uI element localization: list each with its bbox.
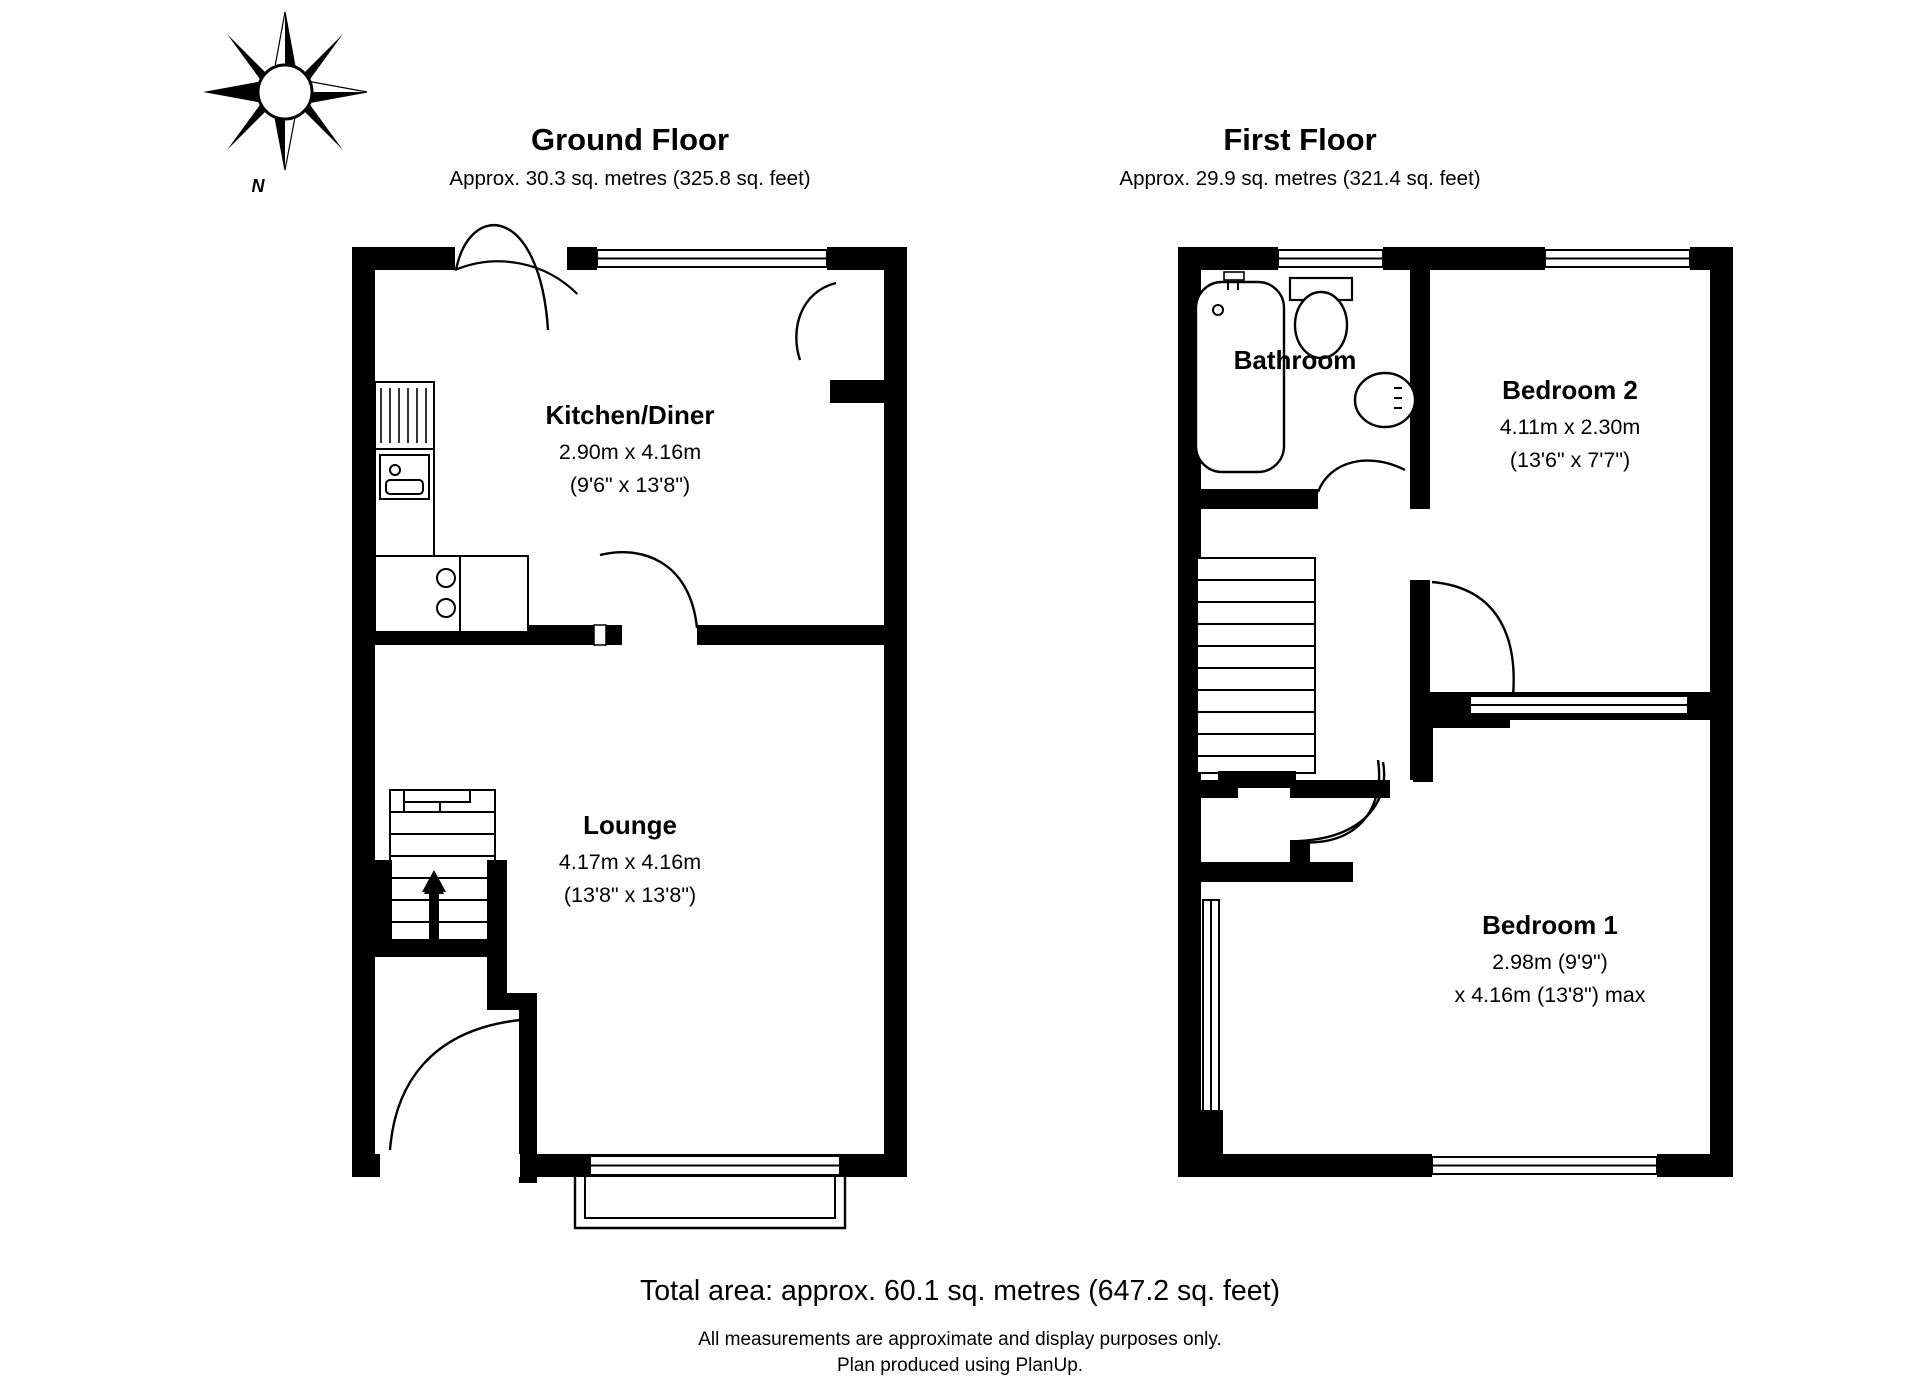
window-bedroom2-front bbox=[1545, 247, 1690, 270]
room-dims-bedroom-2-metric: 4.11m x 2.30m bbox=[1499, 415, 1641, 439]
room-dims-kitchen-diner-imperial: (9'6" x 13'8") bbox=[569, 473, 691, 497]
door-front-entry bbox=[455, 225, 578, 330]
door-bedroom2 bbox=[1432, 582, 1514, 706]
door-lounge-hall bbox=[390, 1020, 520, 1150]
room-dims-bedroom-1-metric: 2.98m (9'9") bbox=[1492, 950, 1608, 974]
window-bedroom1-rear bbox=[1432, 1154, 1657, 1177]
disclaimer-line-2: Plan produced using PlanUp. bbox=[836, 1355, 1084, 1376]
total-area-label: Total area: approx. 60.1 sq. metres (647.2 sq. feet) bbox=[639, 1275, 1280, 1307]
first-floor-area: Approx. 29.9 sq. metres (321.4 sq. feet) bbox=[1119, 167, 1481, 190]
room-dims-bedroom-1-imperial: x 4.16m (13'8") max bbox=[1454, 983, 1646, 1007]
window-bedroom2-side bbox=[1413, 692, 1710, 720]
room-dims-bedroom-2-imperial: (13'6" x 7'7") bbox=[1509, 448, 1631, 472]
window-bathroom bbox=[1278, 247, 1383, 270]
room-label-bathroom: Bathroom bbox=[1233, 345, 1357, 375]
first-floor-title: First Floor bbox=[1223, 122, 1377, 157]
room-dims-lounge-metric: 4.17m x 4.16m bbox=[558, 850, 702, 874]
disclaimer-line-1: All measurements are approximate and display purposes only. bbox=[698, 1329, 1222, 1350]
ground-floor-area: Approx. 30.3 sq. metres (325.8 sq. feet) bbox=[449, 167, 811, 190]
ground-floor-title: Ground Floor bbox=[530, 122, 730, 157]
window-bedroom1-side bbox=[1203, 900, 1219, 1112]
room-dims-lounge-imperial: (13'8" x 13'8") bbox=[563, 883, 697, 907]
ground-floor-plan bbox=[352, 225, 907, 1228]
room-label-bedroom-2: Bedroom 2 bbox=[1502, 375, 1638, 405]
room-label-kitchen-diner: Kitchen/Diner bbox=[545, 400, 715, 430]
compass-north-label: N bbox=[251, 176, 265, 196]
room-label-bedroom-1: Bedroom 1 bbox=[1482, 910, 1618, 940]
washbasin-icon bbox=[1355, 373, 1415, 427]
door-kitchen-lounge bbox=[600, 552, 697, 628]
window-lounge-bay bbox=[540, 1154, 907, 1228]
room-dims-kitchen-diner-metric: 2.90m x 4.16m bbox=[558, 440, 702, 464]
room-label-lounge: Lounge bbox=[583, 810, 677, 840]
door-bathroom bbox=[1318, 461, 1405, 492]
window-kitchen-front bbox=[597, 250, 827, 267]
staircase-ground bbox=[390, 790, 495, 942]
door-side-kitchen bbox=[796, 283, 836, 360]
staircase-first bbox=[1185, 558, 1315, 773]
